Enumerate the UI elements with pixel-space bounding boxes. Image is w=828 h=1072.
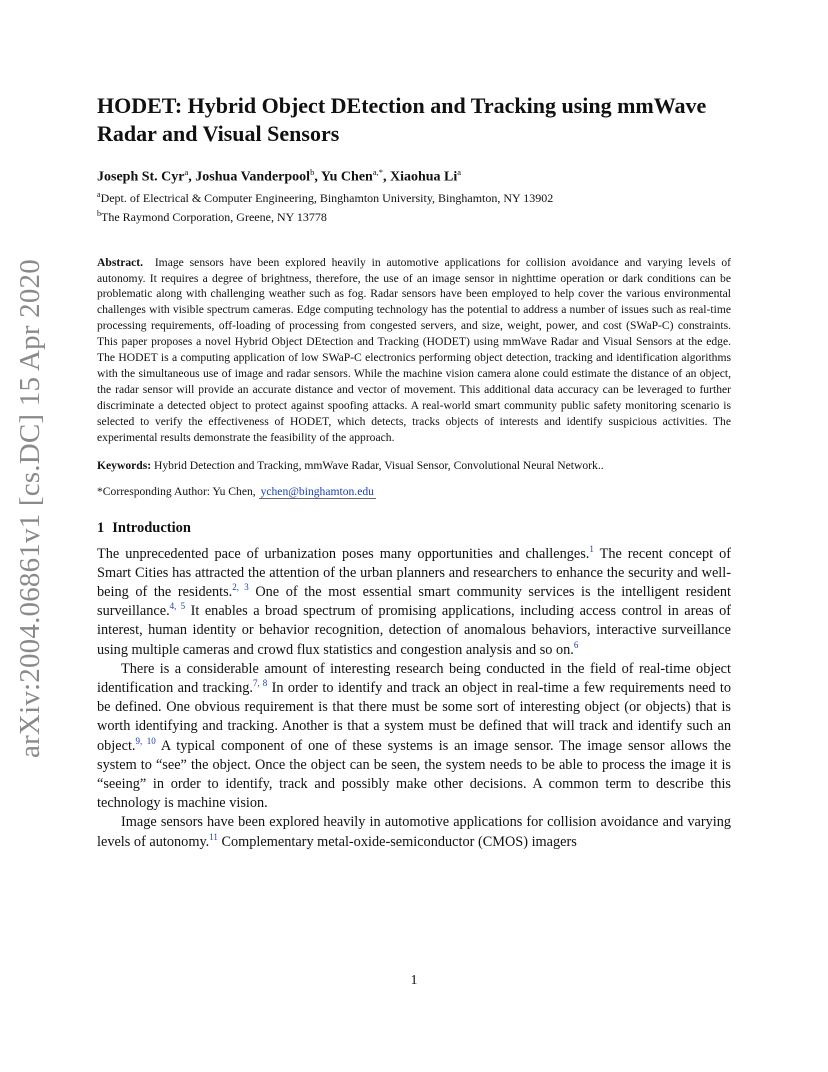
affiliation-text: The Raymond Corporation, Greene, NY 13778 <box>101 209 327 224</box>
body-text-run: It enables a broad spectrum of promising applications, including access control in areas of interest, human identity or behavior recognition, detection of anomalous behaviors, interactive surveillance using multiple cameras and crowd flux statistics and congestion analysis and so on. <box>97 603 731 658</box>
author-name: Joseph St. Cyr <box>97 169 185 185</box>
body-text-run: The unprecedented pace of urbanization poses many opportunities and challenges. <box>97 545 590 562</box>
affiliation <box>97 187 731 206</box>
author-affil-mark: a <box>184 167 189 177</box>
citation-ref[interactable]: 9, 10 <box>135 735 156 746</box>
abstract-text: Image sensors have been explored heavily in automotive applications for collision avoidance and varying levels of autonomy. It requires a degree of brightness, therefore, the use of an image sensor in nighttime operation or dark conditions can be problematic along with challenging weather such as fog. Radar sensors have been employed to help cover the various environmental challenges with visible spectrum cameras. Edge computing technology has the potential to address a number of issues such as real-time processing requirements, off-loading of processing from congested servers, and size, weight, power, and cost (SWaP-C) constraints. This paper proposes a novel Hybrid Object DEtection and Tracking (HODET) using mmWave Radar and Visual Sensors at the edge. The HODET is a computing application of low SWaP-C electronics performing object detection, tracking and identification algorithms with the simultaneous use of image and radar sensors. While the machine vision camera alone could estimate the distance of an object, the radar sensor will provide an accurate distance and vector of movement. This additional data accuracy can be leveraged to further discriminate a detected object to protect against spoofing attacks. A real-world smart community public safety monitoring scenario is selected to verify the effectiveness of HODET, which detects, tracks objects of interests and identify suspicious activities. The experimental results demonstrate the feasibility of the approach. <box>97 255 732 444</box>
author-affil-mark: b <box>310 167 315 177</box>
paper-title: HODET: Hybrid Object DEtection and Tracking using mmWave Radar and Visual Sensors <box>97 93 707 146</box>
citation-ref[interactable]: 7, 8 <box>252 677 268 688</box>
affiliation-text: Dept. of Electrical & Computer Engineering, Binghamton University, Binghamton, NY 13902 <box>100 190 554 205</box>
author-affil-mark: a <box>457 167 462 177</box>
corresponding-author <box>97 484 731 500</box>
email-link[interactable]: ychen@binghamton.edu <box>260 484 374 498</box>
abstract-label: Abstract. <box>97 255 144 269</box>
body-text-run: A typical component of one of these systems is an image sensor. The image sensor allows the system to “see” the object. Once the object can be seen, the system needs to be able to process the image it is “seeing” in order to identify, track and possibly make other decisions. A common term to describe this technology is machine vision. <box>97 737 732 812</box>
affiliation-mark: a <box>97 189 101 199</box>
section-number: 1 <box>97 519 105 536</box>
body-text-run: The recent concept of Smart Cities has attracted the attention of the urban planners and researchers to enhance the security and well-being of the residents. <box>97 545 731 600</box>
affiliation-mark: b <box>97 208 101 218</box>
body-paragraph <box>97 660 731 814</box>
keywords-text: Hybrid Detection and Tracking, mmWave Radar, Visual Sensor, Convolutional Neural Network.. <box>154 458 604 472</box>
author-name: Yu Chen <box>320 169 373 185</box>
citation-ref[interactable]: 4, 5 <box>169 601 186 612</box>
citation-ref[interactable]: 1 <box>589 543 594 554</box>
affiliation <box>97 206 731 225</box>
introduction-body <box>97 545 731 852</box>
body-paragraph <box>97 545 731 660</box>
body-paragraph <box>97 813 731 851</box>
citation-ref[interactable]: 2, 3 <box>232 581 249 592</box>
citation-ref[interactable]: 11 <box>209 831 218 842</box>
author-affil-mark: a,* <box>372 167 383 177</box>
body-text-run: One of the most essential smart community services is the intelligent resident surveillance. <box>97 583 731 620</box>
arxiv-stamp: arXiv:2004.06861v1 [cs.DC] 15 Apr 2020 <box>14 259 46 758</box>
keywords-label: Keywords: <box>97 458 152 472</box>
keywords <box>97 458 731 474</box>
page-number: 1 <box>410 973 418 988</box>
body-text-run: Complementary metal-oxide-semiconductor (CMOS) imagers <box>217 833 577 850</box>
body-text-run: There is a considerable amount of interesting research being conducted in the field of real-time object identification and tracking. <box>97 660 731 696</box>
section-heading <box>97 519 731 537</box>
section-title: Introduction <box>112 519 191 536</box>
abstract <box>97 255 731 446</box>
body-text-run: In order to identify and track an object in real-time a few requirements need to be defined. One obvious requirement is that there must be some sort of interesting object (or objects) that is worth identifying and tracking. Another is that a system must be defined that will track and identify such an object. <box>97 679 732 754</box>
citation-ref[interactable]: 6 <box>573 639 579 650</box>
author-name: Xiaohua Li <box>389 169 458 185</box>
corresponding-label: *Corresponding Author: Yu Chen, <box>97 484 256 498</box>
body-text-run: Image sensors have been explored heavily in automotive applications for collision avoidance and varying levels of autonomy. <box>97 814 731 850</box>
paper-page <box>97 92 731 852</box>
author-name: Joshua Vanderpool <box>195 169 311 185</box>
author-list: Joseph St. Cyr$^a$, Joshua Vanderpool$^b$, Yu Chen$^{a,*}$, Xiaohua Li$^a$ <box>97 167 462 185</box>
